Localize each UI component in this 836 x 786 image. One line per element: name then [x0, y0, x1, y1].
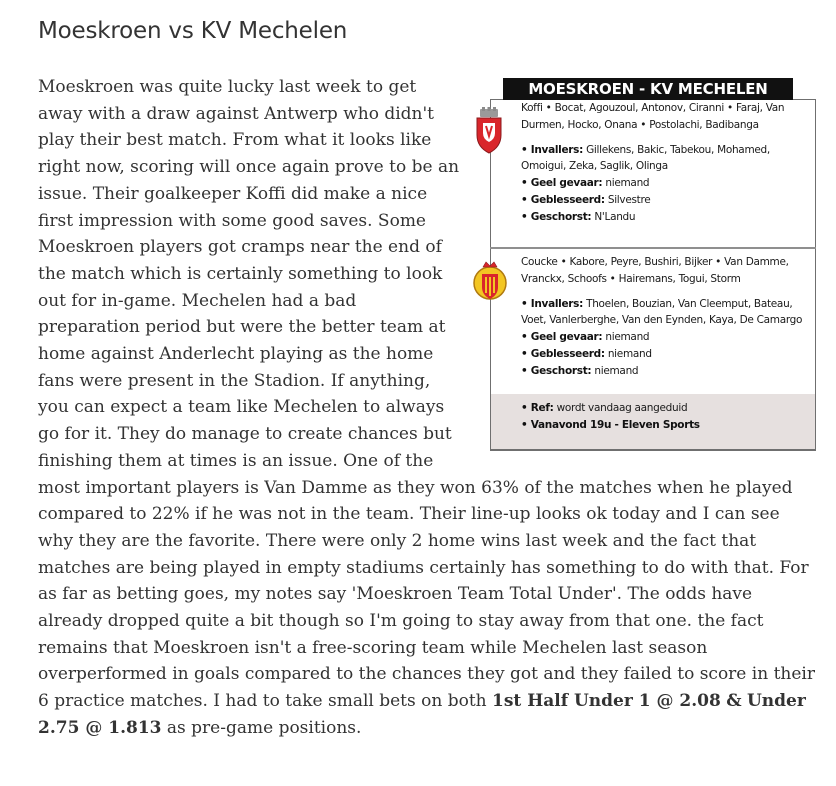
bet-first-half: 1st Half Under 1 @ 2.08	[492, 691, 721, 712]
moeskroen-lineup: Koffi • Bocat, Agouzoul, Antonov, Ciranni • Faraj, Van Durmen, Hocko, Onana • Postolachi, Badibanga	[521, 102, 785, 131]
article-body	[38, 74, 818, 742]
article-text: Moeskroen was quite lucky last week to get away with a draw against Antwerp who didn't play their best match. From what it looks like right now, scoring will once again prove to be an issue. Their goalkeeper Koffi did make a nice first impression with some good saves. Some Moeskroen players got cramps near the end of the match which is certainly something to look out for in-game. Mechelen had a bad preparation period but were the better team at home against Anderlecht playing as the home fans were present in the Stadion. If anything, you can expect a team like Mechelen to always go for it. They do manage to create chances but finishing them at times is an issue. One of the most important players is Van Damme as they won 63% of the matches when he played compared to 22% if he was not in the team. Their line-up looks ok today and I can see why they are the favorite. There were only 2 home wins last week and the fact that matches are being played in empty stadiums certainly has something to do with that. For as far as betting goes, my notes say 'Moeskroen Team Total Under'. The odds have already dropped quite a bit though so I'm going to stay away from that one. the fact remains that Moeskroen isn't a free-scoring team while Mechelen last season overperformed in goals compared to the chances they got and they failed to score in their 6 practice matches. I had to take small bets on both	[38, 77, 815, 712]
bet-under: Under 2.75 @ 1.813	[38, 691, 806, 738]
lineup-card	[473, 74, 817, 455]
referee-line: • Ref: wordt vandaag aangeduid	[521, 402, 688, 414]
mechelen-lineup: Coucke • Kabore, Peyre, Bushiri, Bijker • Van Damme, Vranckx, Schoofs • Hairemans, Togui, Storm	[521, 256, 789, 285]
moeskroen-invallers: • Invallers: Gillekens, Bakic, Tabekou, Mohamed, Omoigui, Zeka, Saglik, Olinga	[521, 143, 770, 173]
moeskroen-geblesseerd: • Geblesseerd: Silvestre	[521, 193, 651, 206]
bet-amp: &	[726, 691, 742, 712]
mechelen-invallers: • Invallers: Thoelen, Bouzian, Van Cleemput, Bateau, Voet, Vanlerberghe, Van den Eynden, Kaya, De Camargo	[521, 297, 803, 327]
moeskroen-geel: • Geel gevaar: niemand	[521, 177, 650, 190]
moeskroen-info	[521, 100, 811, 226]
mechelen-geblesseerd: • Geblesseerd: niemand	[521, 347, 652, 360]
card-banner: MOESKROEN - KV MECHELEN	[503, 78, 793, 100]
mechelen-crest-icon	[473, 259, 507, 307]
broadcast-line: • Vanavond 19u - Eleven Sports	[521, 418, 700, 431]
moeskroen-crest-icon	[473, 107, 505, 155]
match-info	[521, 400, 811, 434]
card-divider	[490, 247, 816, 249]
mechelen-geschorst: • Geschorst: niemand	[521, 364, 639, 377]
article-tail: as pre-game positions.	[166, 717, 362, 738]
mechelen-geel: • Geel gevaar: niemand	[521, 331, 650, 344]
page-title: Moeskroen vs KV Mechelen	[38, 18, 348, 44]
moeskroen-geschorst: • Geschorst: N'Landu	[521, 210, 636, 223]
mechelen-info	[521, 254, 811, 380]
